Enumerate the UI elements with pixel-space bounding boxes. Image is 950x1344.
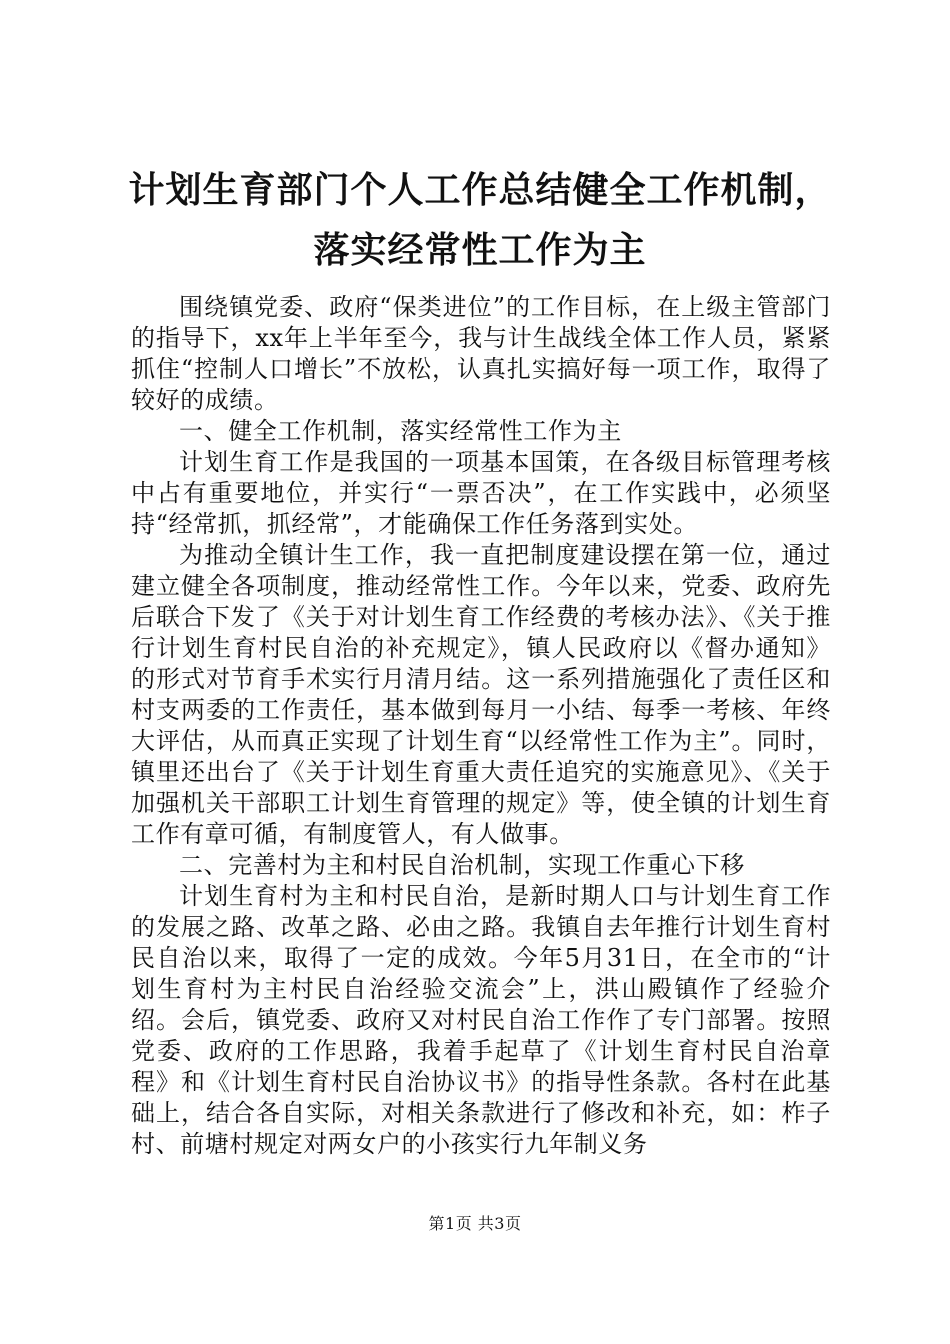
page-footer: 第1页 共3页 [428,1214,522,1233]
intro-paragraph: 围绕镇党委、政府“保类进位”的工作目标，在上级主管部门的指导下，xx年上半年至今，我与计生战线全体工作人员，紧紧抓住“控制人口增长”不放松，认真扎实搞好每一项工作，取得了较好的成绩。 [131,293,831,414]
section-heading-1: 一、健全工作机制，落实经常性工作为主 [179,417,622,445]
document-title: 计划生育部门个人工作总结健全工作机制，落实经常性工作为主 [128,169,832,271]
document-body [131,292,831,1160]
section-2-paragraph-1: 计划生育村为主和村民自治，是新时期人口与计划生育工作的发展之路、改革之路、必由之路。我镇自去年推行计划生育村民自治以来，取得了一定的成效。今年5月31日，在全市的“计划生育村为主村民自治经验交流会”上，洪山殿镇作了经验介绍。会后，镇党委、政府又对村民自治工作作了专门部署。按照党委、政府的工作思路，我着手起草了《计划生育村民自治章程》和《计划生育村民自治协议书》的指导性条款。各村在此基础上，结合各自实际，对相关条款进行了修改和补充，如：柞子村、前塘村规定对两女户的小孩实行九年制义务 [131,882,831,1158]
section-1-paragraph-2: 为推动全镇计生工作，我一直把制度建设摆在第一位，通过建立健全各项制度，推动经常性工作。今年以来，党委、政府先后联合下发了《关于对计划生育工作经费的考核办法》、《关于推行计划生育村民自治的补充规定》，镇人民政府以《督办通知》的形式对节育手术实行月清月结。这一系列措施强化了责任区和村支两委的工作责任，基本做到每月一小结、每季一考核、年终大评估，从而真正实现了计划生育“以经常性工作为主”。同时，镇里还出台了《关于计划生育重大责任追究的实施意见》、《关于加强机关干部职工计划生育管理的规定》等，使全镇的计划生育工作有章可循，有制度管人，有人做事。 [131,541,831,848]
section-1-paragraph-1: 计划生育工作是我国的一项基本国策，在各级目标管理考核中占有重要地位，并实行“一票否决”，在工作实践中，必须坚持“经常抓，抓经常”，才能确保工作任务落到实处。 [131,448,831,538]
section-heading-2: 二、完善村为主和村民自治机制，实现工作重心下移 [179,851,745,879]
